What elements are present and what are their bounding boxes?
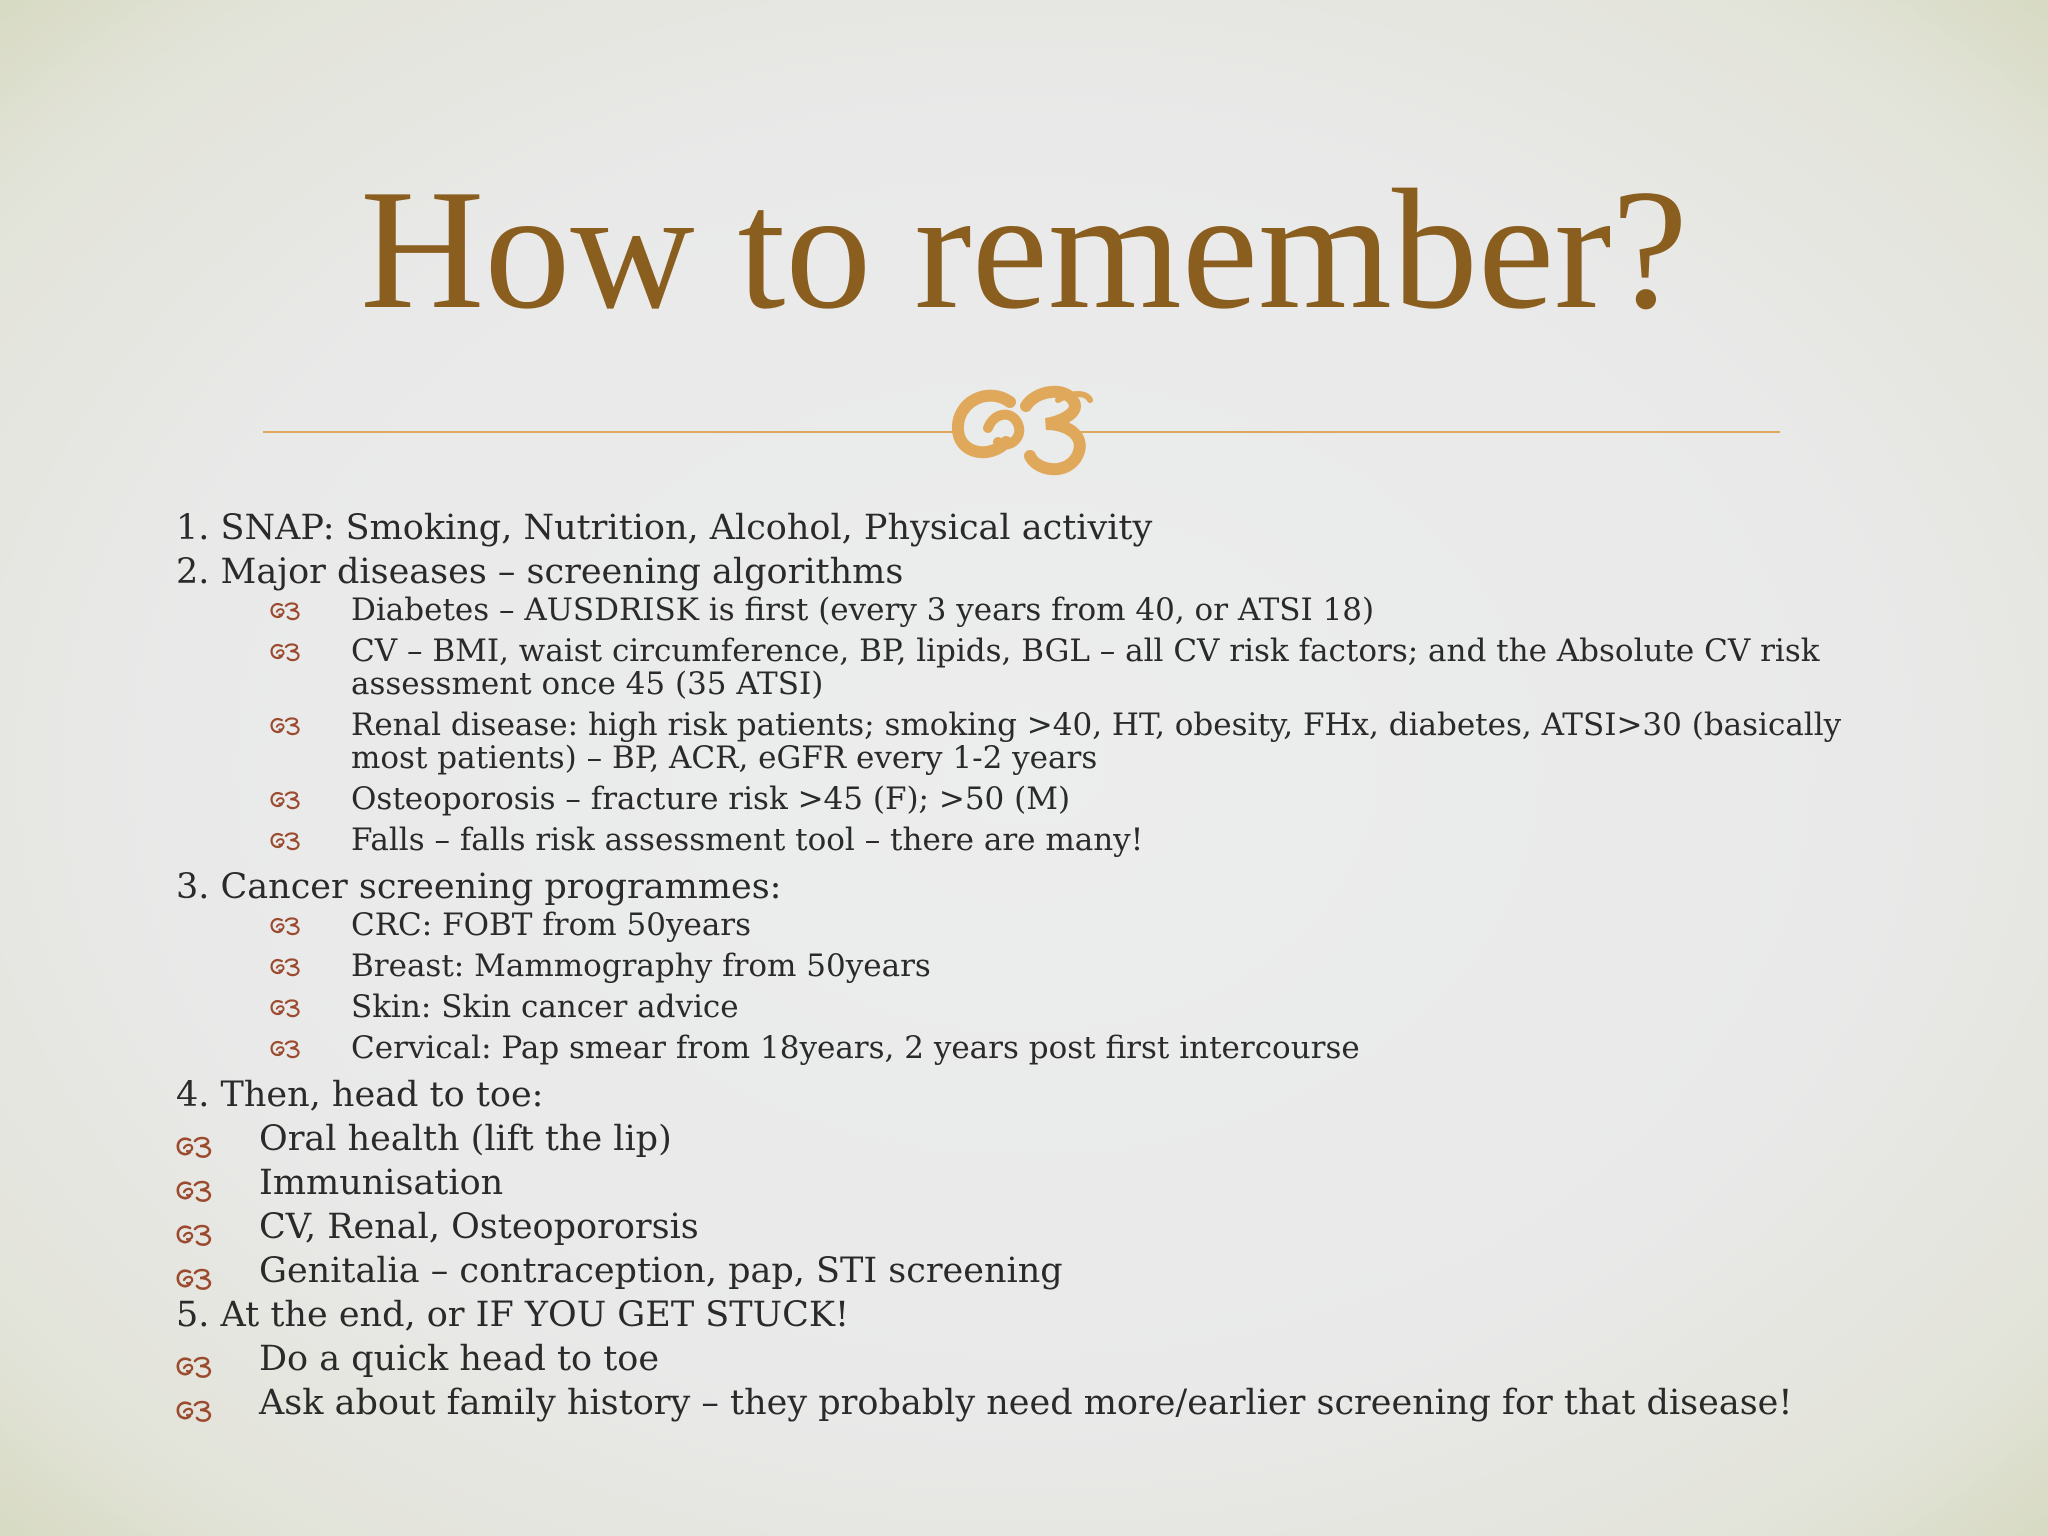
list-item-text: 3. Cancer screening programmes: <box>176 867 782 907</box>
ornamental-bullet-icon <box>176 1259 214 1285</box>
list-item-text: Osteoporosis – fracture risk >45 (F); >50 (M) <box>351 781 1071 817</box>
list-item-text: CRC: FOBT from 50years <box>351 907 752 943</box>
bullet-list-item <box>176 1205 1876 1249</box>
bullet-list-item <box>176 824 1876 857</box>
bullet-list-item <box>176 1381 1876 1425</box>
list-item-text: Breast: Mammography from 50years <box>351 948 931 984</box>
ornamental-bullet-icon <box>176 1171 214 1197</box>
bullet-list-item <box>176 1249 1876 1293</box>
list-heading <box>176 506 1876 550</box>
list-heading <box>176 1293 1876 1337</box>
list-heading <box>176 1073 1876 1117</box>
ornamental-bullet-icon <box>176 1215 214 1241</box>
list-heading <box>176 865 1876 909</box>
ornamental-bullet-icon <box>176 1347 214 1373</box>
list-item-text: Do a quick head to toe <box>259 1339 660 1379</box>
bullet-list-item <box>176 594 1876 627</box>
bullet-list-item <box>176 991 1876 1024</box>
list-heading <box>176 550 1876 594</box>
divider-line-left <box>263 431 963 433</box>
bullet-list-item <box>176 1117 1876 1161</box>
list-item-text: Oral health (lift the lip) <box>259 1119 672 1159</box>
bullet-list-item <box>176 1161 1876 1205</box>
bullet-list-item <box>176 909 1876 942</box>
ornamental-bullet-icon <box>270 711 302 733</box>
list-item-text: Renal disease: high risk patients; smoking >40, HT, obesity, FHx, diabetes, ATSI>30 (basically most patients) – BP, ACR, eGFR every 1-2 years <box>351 707 1842 776</box>
bullet-list-item <box>176 1337 1876 1381</box>
bullet-list-item <box>176 635 1876 701</box>
ornamental-bullet-icon <box>270 993 302 1015</box>
list-item-text: Ask about family history – they probably need more/earlier screening for that disease! <box>259 1383 1793 1423</box>
list-item-text: Cervical: Pap smear from 18years, 2 years post first intercourse <box>351 1030 1360 1066</box>
ornamental-bullet-icon <box>270 785 302 807</box>
list-item-text: Diabetes – AUSDRISK is first (every 3 years from 40, or ATSI 18) <box>351 592 1375 628</box>
list-item-text: 1. SNAP: Smoking, Nutrition, Alcohol, Physical activity <box>176 508 1153 548</box>
ornamental-bullet-icon <box>270 826 302 848</box>
bullet-list-item <box>176 709 1876 775</box>
ornamental-flourish-icon <box>948 372 1098 482</box>
list-item-text: Skin: Skin cancer advice <box>351 989 739 1025</box>
list-item-text: Immunisation <box>259 1163 504 1203</box>
bullet-list-item <box>176 783 1876 816</box>
ornamental-bullet-icon <box>270 1034 302 1056</box>
list-item-text: 5. At the end, or IF YOU GET STUCK! <box>176 1295 850 1335</box>
slide-body <box>176 506 1876 1425</box>
ornamental-bullet-icon <box>270 637 302 659</box>
ornamental-bullet-icon <box>176 1391 214 1417</box>
list-item-text: 4. Then, head to toe: <box>176 1075 544 1115</box>
list-item-text: CV – BMI, waist circumference, BP, lipids, BGL – all CV risk factors; and the Absolute CV risk assessment once 45 (35 ATSI) <box>351 633 1820 702</box>
list-item-text: Falls – falls risk assessment tool – there are many! <box>351 822 1144 858</box>
list-item-text: 2. Major diseases – screening algorithms <box>176 552 904 592</box>
slide-title: How to remember? <box>360 155 1688 345</box>
list-item-text: CV, Renal, Osteopororsis <box>259 1207 699 1247</box>
divider-line-right <box>1080 431 1780 433</box>
list-item-text: Genitalia – contraception, pap, STI screening <box>259 1251 1063 1291</box>
ornamental-bullet-icon <box>270 596 302 618</box>
ornamental-bullet-icon <box>176 1127 214 1153</box>
ornamental-bullet-icon <box>270 952 302 974</box>
bullet-list-item <box>176 1032 1876 1065</box>
ornamental-bullet-icon <box>270 911 302 933</box>
bullet-list-item <box>176 950 1876 983</box>
